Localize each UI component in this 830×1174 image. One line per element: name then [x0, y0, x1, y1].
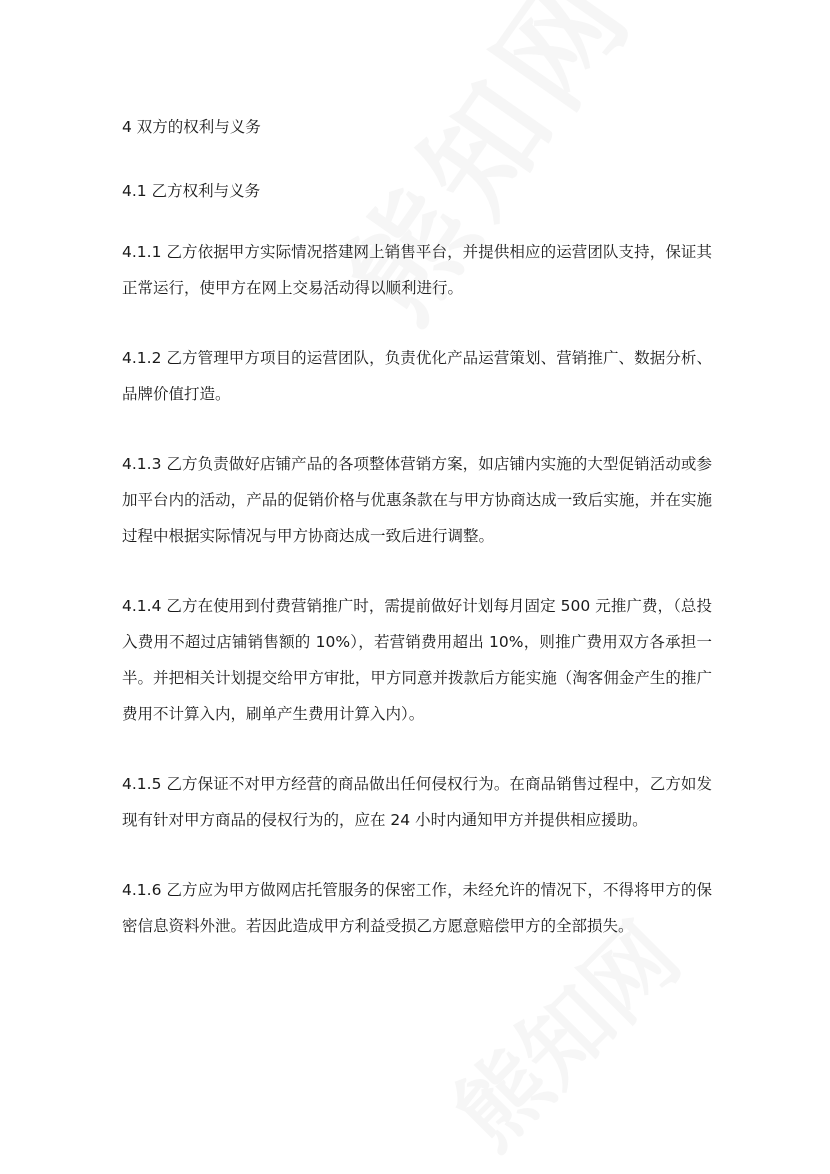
clause-4-1-5: 4.1.5 乙方保证不对甲方经营的商品做出任何侵权行为。在商品销售过程中，乙方如发现有针对甲方商品的侵权行为的，应在 24 小时内通知甲方并提供相应援助。: [122, 775, 712, 829]
clause-4-1-2: 4.1.2 乙方管理甲方项目的运营团队，负责优化产品运营策划、营销推广、数据分析、品牌价值打造。: [122, 349, 712, 403]
clause-4-1-1: 4.1.1 乙方依据甲方实际情况搭建网上销售平台，并提供相应的运营团队支持，保证其正常运行，使甲方在网上交易活动得以顺利进行。: [122, 243, 712, 297]
subsection-title: 4.1 乙方权利与义务: [122, 182, 261, 200]
clause-4-1-4: 4.1.4 乙方在使用到付费营销推广时，需提前做好计划每月固定 500 元推广费，（总投入费用不超过店铺销售额的 10%），若营销费用超出 10%，则推广费用双方各承担一半。并把相关计划提交给甲方审批，甲方同意并拨款后方能实施（淘客佣金产生的推广费用不计算入内，刷单产生费用计算入内）。: [122, 597, 712, 723]
document-body: [122, 110, 712, 978]
clause-4-1-3: 4.1.3 乙方负责做好店铺产品的各项整体营销方案，如店铺内实施的大型促销活动或参加平台内的活动，产品的促销价格与优惠条款在与甲方协商达成一致后实施，并在实施过程中根据实际情况与甲方协商达成一致后进行调整。: [122, 455, 712, 545]
clause-4-1-6: 4.1.6 乙方应为甲方做网店托管服务的保密工作，未经允许的情况下，不得将甲方的保密信息资料外泄。若因此造成甲方利益受损乙方愿意赔偿甲方的全部损失。: [122, 881, 712, 935]
section-title: 4 双方的权利与义务: [122, 118, 261, 136]
